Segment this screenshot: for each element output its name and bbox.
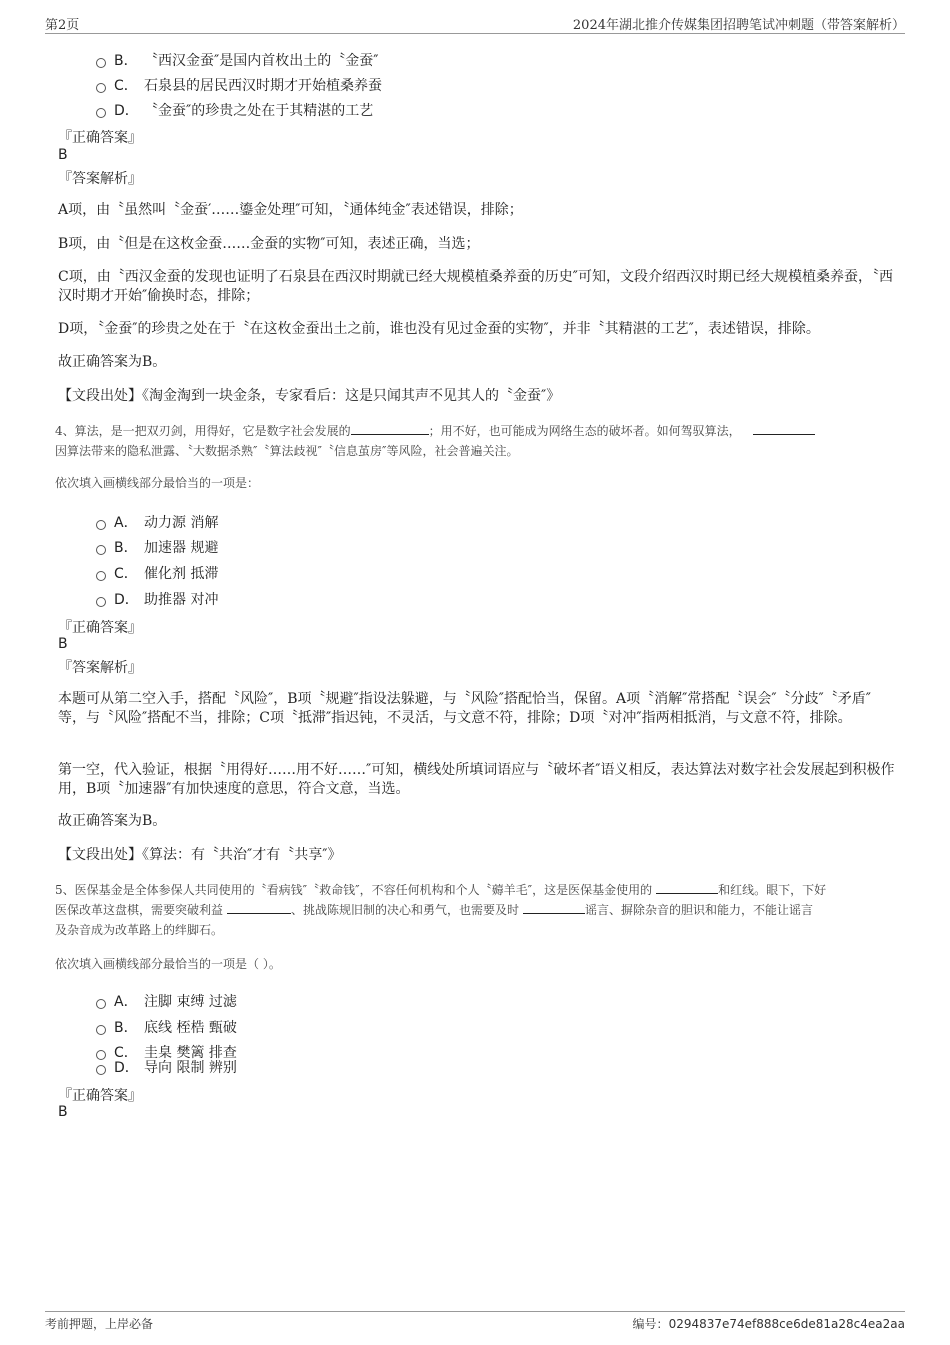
q4-analysis-label: 『答案解析』 [58,660,142,676]
q5-answer-label: 『正确答案』 [58,1088,142,1104]
fill-blank[interactable] [351,422,429,435]
q4-analysis-1: 本题可从第二空入手，搭配〝风险″，B项〝规避″指设法躲避，与〝风险″搭配恰当，保留。A项〝消解″常搭配〝误会″〝分歧″〝矛盾″等，与〝风险″搭配不当，排除；C项〝抵滞″指迟钝，不灵活，与文意不符，排除；D项〝对冲″指两相抵消，与文意不符，排除。 [58,691,872,726]
q5-question-text: 5、医保基金是全体参保人共同使用的〝看病钱″〝救命钱″，不容任何机构和个人〝薅羊毛″，这是医保基金使用的 和红线。眼下，下好 医保改革这盘棋，需要突破利益 、挑战陈规旧制的决心和勇气，也需要及时 谣言、摒除杂音的胆识和能力，不能让谣言 及杂音成为改革路上的绊脚石。 [55,883,827,937]
q5-option-d[interactable]: D． 导向 限制 辨别 [96,1057,237,1077]
footer-divider [45,1311,905,1312]
q4-option-b[interactable]: B． 加速器 规避 [96,537,218,557]
radio-icon[interactable] [96,597,106,607]
q4-answer: B [58,636,68,652]
radio-icon[interactable] [96,1065,106,1075]
q3-analysis-label: 『答案解析』 [58,171,142,187]
q3-analysis-d: D项，〝金蚕″的珍贵之处在于〝在这枚金蚕出土之前，谁也没有见过金蚕的实物″，并非〝其精湛的工艺″，表述错误，排除。 [58,321,820,337]
q5-prompt: 依次填入画横线部分最恰当的一项是（ ）。 [55,957,281,971]
fill-blank[interactable] [656,881,718,894]
document-title: 2024年湖北推介传媒集团招聘笔试冲刺题（带答案解析） [572,18,905,33]
q5-option-b[interactable]: B． 底线 桎梏 甄破 [96,1017,237,1037]
radio-icon[interactable] [96,999,106,1009]
fill-blank[interactable] [227,901,291,914]
document-code: 编号：0294837e74ef888ce6de81a28c4ea2aa [632,1317,905,1331]
footer-slogan: 考前押题，上岸必备 [45,1317,154,1331]
header-divider [45,33,905,34]
q5-option-c[interactable]: C． 圭臬 樊篱 排查 [96,1042,237,1062]
q4-option-a[interactable]: A． 动力源 消解 [96,512,218,532]
q3-conclusion: 故正确答案为B。 [58,354,167,370]
radio-icon[interactable] [96,58,106,68]
q4-question-text: 4、算法，是一把双刃剑，用得好，它是数字社会发展的 ；用不好，也可能成为网络生态的破坏者。如何驾驭算法， 因算法带来的隐私泄露、〝大数据杀熟″〝算法歧视″〝信息茧房″等风险，社会普遍关注。 [55,421,905,461]
q3-option-d[interactable]: D． 〝金蚕″的珍贵之处在于其精湛的工艺 [96,100,373,120]
radio-icon[interactable] [96,108,106,118]
q3-source: 【文段出处】《淘金淘到一块金条，专家看后：这是只闻其声不见其人的〝金蚕″》 [58,388,561,404]
q3-answer: B [58,147,68,163]
q3-option-c[interactable]: C． 石泉县的居民西汉时期才开始植桑养蚕 [96,75,382,95]
q4-answer-label: 『正确答案』 [58,620,142,636]
q4-conclusion: 故正确答案为B。 [58,813,167,829]
q4-option-c[interactable]: C． 催化剂 抵滞 [96,563,218,583]
radio-icon[interactable] [96,83,106,93]
q4-source: 【文段出处】《算法：有〝共治″才有〝共享″》 [58,847,342,863]
radio-icon[interactable] [96,520,106,530]
q4-prompt: 依次填入画横线部分最恰当的一项是： [55,476,260,490]
fill-blank[interactable] [523,901,585,914]
radio-icon[interactable] [96,571,106,581]
page-number: 第2页 [45,18,80,33]
radio-icon[interactable] [96,545,106,555]
fill-blank[interactable] [753,422,815,435]
q3-option-b[interactable]: B． 〝西汉金蚕″是国内首枚出土的〝金蚕″ [96,50,378,70]
radio-icon[interactable] [96,1025,106,1035]
q3-analysis-c: C项，由〝西汉金蚕的发现也证明了石泉县在西汉时期就已经大规模植桑养蚕的历史″可知，文段介绍西汉时期已经大规模植桑养蚕，〝西汉时期才开始″偷换时态，排除； [58,269,893,304]
q3-analysis-a: A项，由〝虽然叫〝金蚕′……鎏金处理″可知，〝通体纯金″表述错误，排除； [58,202,523,218]
q4-option-d[interactable]: D． 助推器 对冲 [96,589,218,609]
q5-answer: B [58,1104,68,1120]
q4-analysis-2: 第一空，代入验证，根据〝用得好……用不好……″可知，横线处所填词语应与〝破坏者″语义相反，表达算法对数字社会发展起到积极作用，B项〝加速器″有加快速度的意思，符合文意，当选。 [58,762,895,797]
q5-option-a[interactable]: A． 注脚 束缚 过滤 [96,991,237,1011]
q3-answer-label: 『正确答案』 [58,130,142,146]
q3-analysis-b: B项，由〝但是在这枚金蚕……金蚕的实物″可知，表述正确，当选； [58,236,480,252]
